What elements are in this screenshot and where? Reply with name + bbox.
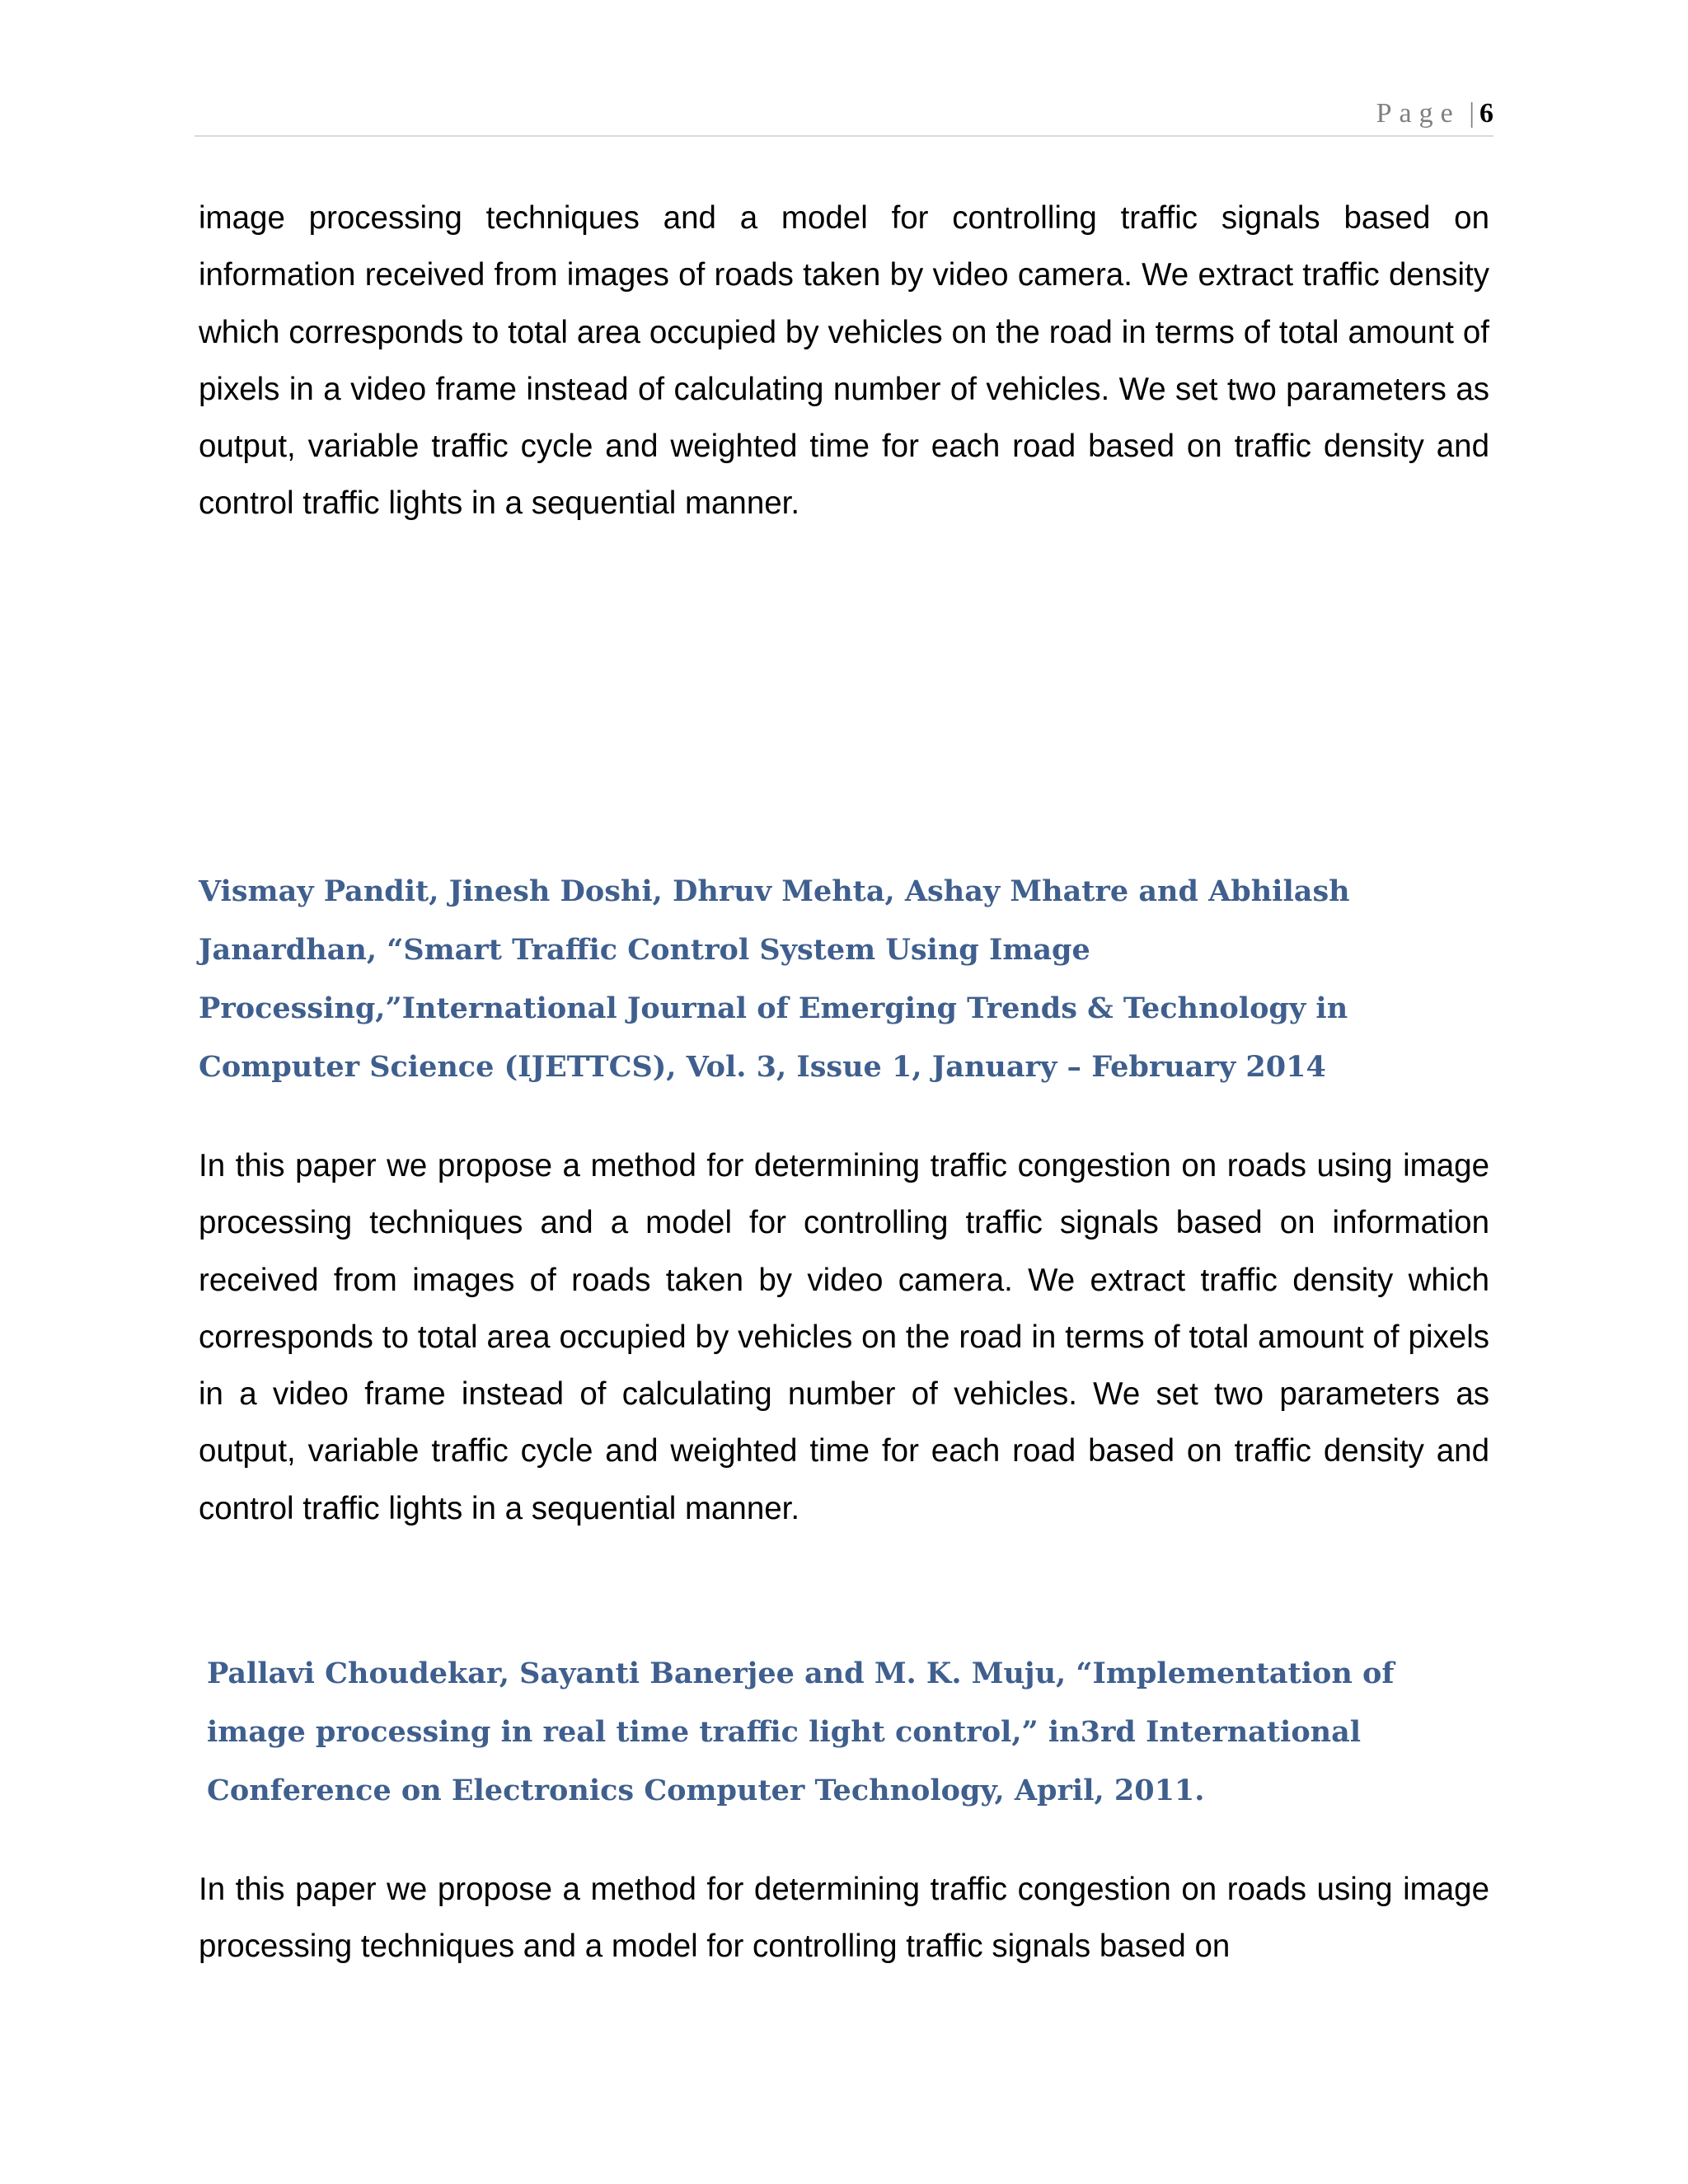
page-number: 6	[1479, 98, 1493, 129]
body-paragraph-3: In this paper we propose a method for determining traffic congestion on roads using image processing techniques and a model for controlling traffic signals based on	[199, 1872, 1489, 1965]
body-paragraph-2: In this paper we propose a method for determining traffic congestion on roads using image processing techniques and a model for controlling traffic signals based on information received from images of roads taken by video camera. We extract traffic density which corresponds to total area occupied by vehicles on the road in terms of total amount of pixels in a video frame instead of calculating number of vehicles. We set two parameters as output, variable traffic cycle and weighted time for each road based on traffic density and control traffic lights in a sequential manner.	[199, 1148, 1489, 1526]
page-separator: |	[1469, 98, 1475, 129]
citation-heading-1: Vismay Pandit, Jinesh Doshi, Dhruv Mehta, Ashay Mhatre and Abhilash Janardhan, “Smart Traffic Control System Using Image Processing,”International Journal of Emerging Trends & Technology in Computer Science (IJETTCS), Vol. 3, Issue 1, January – February 2014	[199, 874, 1350, 1084]
page-header	[195, 92, 1493, 137]
page-label: Page	[1376, 98, 1461, 129]
citation-heading-2: Pallavi Choudekar, Sayanti Banerjee and M. K. Muju, “Implementation of image processing in real time traffic light control,” in3rd International Conference on Electronics Computer Technology, April, 2011.	[207, 1657, 1395, 1807]
body-paragraph-1: image processing techniques and a model for controlling traffic signals based on information received from images of roads taken by video camera. We extract traffic density which corresponds to total area occupied by vehicles on the road in terms of total amount of pixels in a video frame instead of calculating number of vehicles. We set two parameters as output, variable traffic cycle and weighted time for each road based on traffic density and control traffic lights in a sequential manner.	[199, 200, 1489, 522]
